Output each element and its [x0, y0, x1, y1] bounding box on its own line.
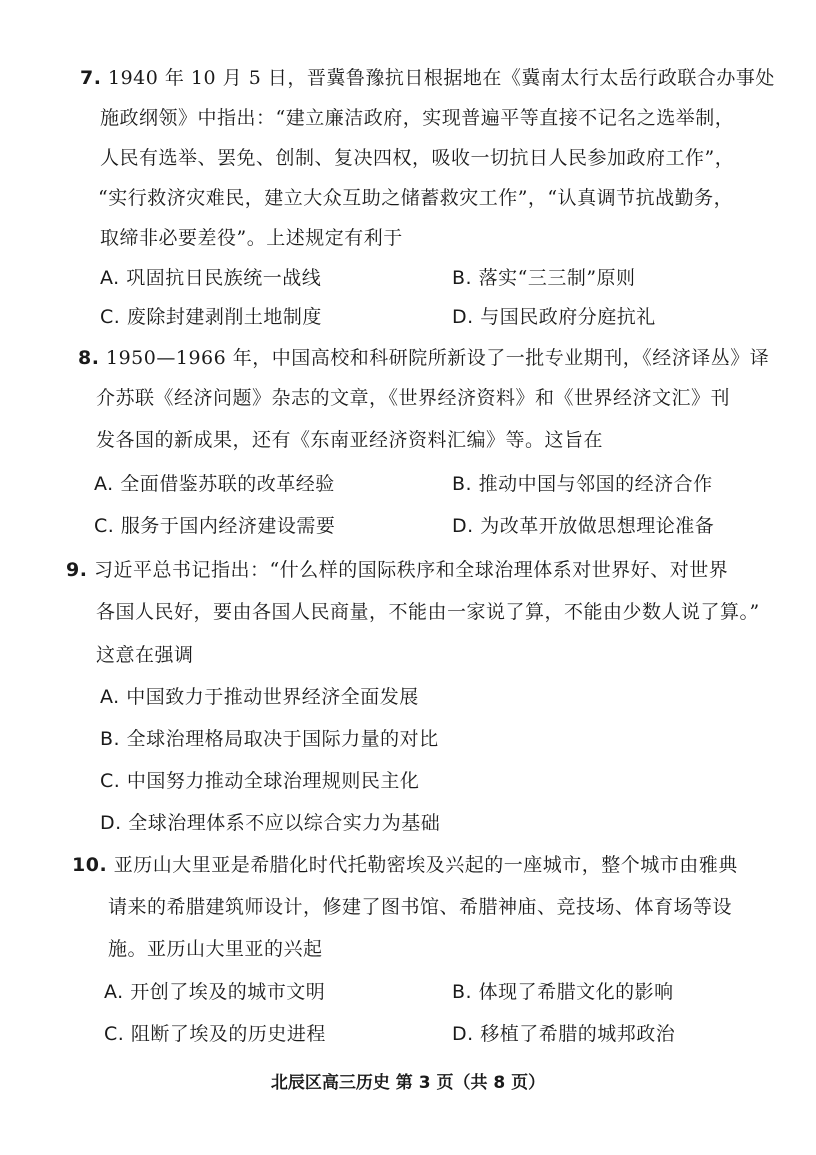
question-9-option-b: B. 全球治理格局取决于国际力量的对比: [100, 728, 439, 750]
question-9-stem-2: 各国人民好，要由各国人民商量，不能由一家说了算，不能由少数人说了算。”: [96, 601, 760, 623]
question-7-option-b: B. 落实“三三制”原则: [452, 267, 636, 289]
question-9-option-a: A. 中国致力于推动世界经济全面发展: [100, 686, 419, 708]
question-7-number: 7.: [80, 67, 102, 89]
question-8-stem-1: 1950—1966 年，中国高校和科研院所新设了一批专业期刊，《经济译丛》译: [106, 347, 770, 369]
question-8-option-c: C. 服务于国内经济建设需要: [94, 515, 336, 537]
question-9-number: 9.: [66, 559, 88, 581]
question-7-option-d: D. 与国民政府分庭抗礼: [452, 306, 656, 328]
question-7-stem-3: 人民有选举、罢免、创制、复决四权，吸收一切抗日人民参加政府工作”，: [100, 147, 735, 169]
question-10-line-1: [72, 853, 738, 877]
question-10-stem-1: 亚历山大里亚是希腊化时代托勒密埃及兴起的一座城市，整个城市由雅典: [113, 854, 738, 876]
question-7-option-a: A. 巩固抗日民族统一战线: [100, 267, 322, 289]
question-10-number: 10.: [72, 854, 108, 876]
question-10-option-a: A. 开创了埃及的城市文明: [104, 981, 326, 1003]
question-7-stem-1: 1940 年 10 月 5 日，晋冀鲁豫抗日根据地在《冀南太行太岳行政联合办事处: [108, 67, 775, 89]
question-10-option-d: D. 移植了希腊的城邦政治: [452, 1023, 676, 1045]
question-7-line-1: [80, 66, 775, 90]
question-8-stem-2: 介苏联《经济问题》杂志的文章，《世界经济资料》和《世界经济文汇》刊: [96, 387, 731, 409]
question-8-line-1: [78, 346, 769, 370]
question-8-option-a: A. 全面借鉴苏联的改革经验: [94, 473, 335, 495]
question-10-option-b: B. 体现了希腊文化的影响: [452, 981, 674, 1003]
question-8-stem-3: 发各国的新成果，还有《东南亚经济资料汇编》等。这旨在: [96, 429, 604, 451]
question-7-stem-4: “实行救济灾难民，建立大众互助之储蓄救灾工作”，“认真调节抗战勤务，: [98, 187, 734, 209]
question-9-stem-1: 习近平总书记指出：“什么样的国际秩序和全球治理体系对世界好、对世界: [94, 559, 729, 581]
question-10-option-c: C. 阻断了埃及的历史进程: [104, 1023, 326, 1045]
question-9-line-1: [66, 558, 728, 582]
question-9-option-c: C. 中国努力推动全球治理规则民主化: [100, 770, 420, 792]
question-8-option-d: D. 为改革开放做思想理论准备: [452, 515, 715, 537]
page-footer: 北辰区高三历史 第 3 页（共 8 页）: [270, 1073, 546, 1093]
question-7-option-c: C. 废除封建剥削土地制度: [100, 306, 322, 328]
question-10-stem-2: 请来的希腊建筑师设计，修建了图书馆、希腊神庙、竞技场、体育场等设: [108, 896, 733, 918]
question-7-stem-5: 取缔非必要差役”。上述规定有利于: [100, 227, 403, 249]
question-8-number: 8.: [78, 347, 100, 369]
question-9-option-d: D. 全球治理体系不应以综合实力为基础: [100, 812, 441, 834]
question-10-stem-3: 施。亚历山大里亚的兴起: [108, 938, 323, 960]
question-9-stem-3: 这意在强调: [96, 644, 194, 666]
question-8-option-b: B. 推动中国与邻国的经济合作: [452, 473, 713, 495]
question-7-stem-2: 施政纲领》中指出：“建立廉洁政府，实现普遍平等直接不记名之选举制，: [100, 107, 735, 129]
